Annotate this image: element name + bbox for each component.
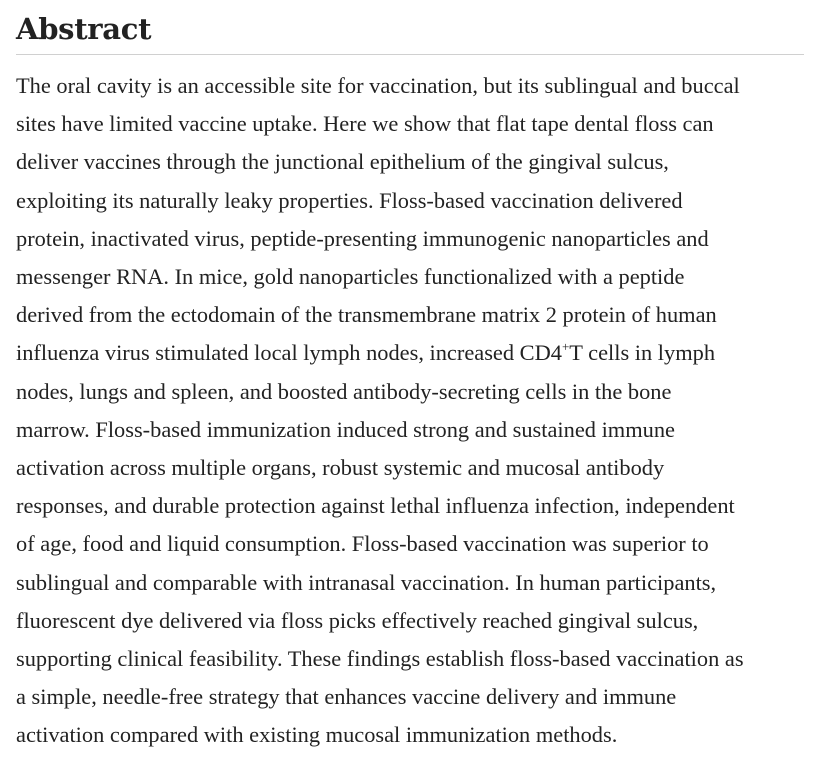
abstract-body — [16, 55, 804, 755]
cd4-text-cont: T cells in lymph — [569, 340, 716, 366]
cd4-text: influenza virus stimulated local lymph nodes, increased CD4 — [16, 340, 562, 366]
abstract-line: messenger RNA. In mice, gold nanoparticles functionalized with a peptide — [16, 264, 685, 290]
abstract-line: derived from the ectodomain of the transmembrane matrix 2 protein of human — [16, 302, 717, 328]
abstract-line: sites have limited vaccine uptake. Here we show that flat tape dental floss can — [16, 111, 714, 137]
abstract-line: nodes, lungs and spleen, and boosted antibody-secreting cells in the bone — [16, 378, 672, 404]
abstract-line: a simple, needle-free strategy that enhances vaccine delivery and immune — [16, 684, 677, 710]
abstract-line: activation compared with existing mucosal immunization methods. — [16, 722, 618, 748]
abstract-line: responses, and durable protection against lethal influenza infection, independent — [16, 493, 735, 519]
abstract-line: activation across multiple organs, robust systemic and mucosal antibody — [16, 455, 665, 481]
abstract-line-cd4 — [16, 334, 804, 372]
abstract-line: protein, inactivated virus, peptide-presenting immunogenic nanoparticles and — [16, 225, 709, 251]
abstract-line: of age, food and liquid consumption. Floss-based vaccination was superior to — [16, 531, 709, 557]
abstract-heading: Abstract — [16, 12, 152, 46]
abstract-section — [16, 0, 804, 755]
abstract-line: supporting clinical feasibility. These findings establish floss-based vaccination as — [16, 646, 744, 672]
abstract-line: deliver vaccines through the junctional epithelium of the gingival sulcus, — [16, 149, 669, 175]
abstract-line: exploiting its naturally leaky properties. Floss-based vaccination delivered — [16, 187, 683, 213]
abstract-line: marrow. Floss-based immunization induced strong and sustained immune — [16, 416, 675, 442]
cd4-superscript: + — [561, 339, 570, 355]
abstract-line: fluorescent dye delivered via floss picks effectively reached gingival sulcus, — [16, 607, 699, 633]
abstract-line: sublingual and comparable with intranasal vaccination. In human participants, — [16, 569, 717, 595]
abstract-line: The oral cavity is an accessible site for vaccination, but its sublingual and buccal — [16, 73, 740, 98]
